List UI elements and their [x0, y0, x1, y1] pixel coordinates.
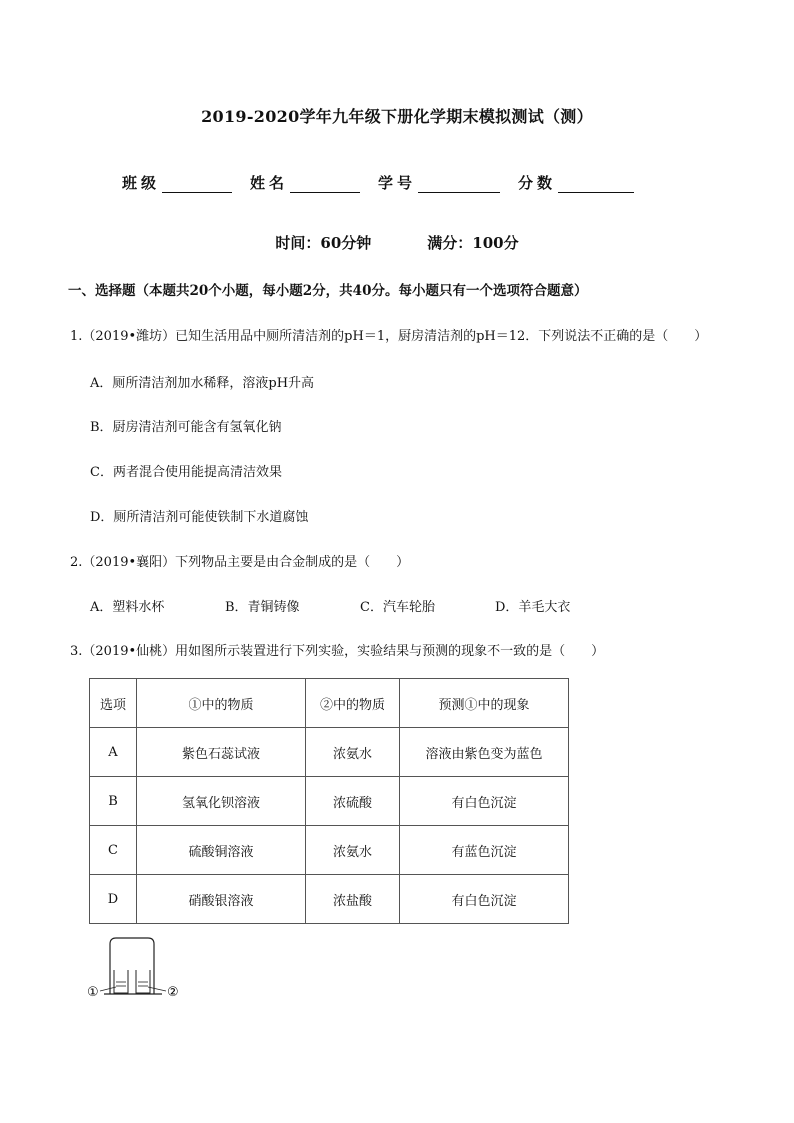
table-row: [90, 875, 569, 924]
table-cell: D: [90, 875, 137, 924]
table-cell: 溶液由紫色变为蓝色: [400, 728, 569, 777]
question-2-option-d[interactable]: D．羊毛大衣: [495, 600, 571, 615]
table-header-row: [90, 679, 569, 728]
apparatus-figure: [86, 934, 186, 1004]
class-label: 班级: [122, 174, 161, 192]
table-cell: 氢氧化钡溶液: [137, 777, 306, 826]
table-row: [90, 728, 569, 777]
table-cell: B: [90, 777, 137, 826]
score-label: 分数: [518, 174, 557, 192]
table-cell: 硫酸铜溶液: [137, 826, 306, 875]
name-blank[interactable]: [290, 176, 360, 193]
exam-time-row: [0, 232, 794, 253]
table-row: [90, 777, 569, 826]
score-blank[interactable]: [558, 176, 634, 193]
question-3-stem: 3.（2019•仙桃）用如图所示装置进行下列实验，实验结果与预测的现象不一致的是（ ）: [70, 644, 605, 659]
label-pointer-right: [148, 987, 166, 991]
question-1-option-d[interactable]: D．厕所清洁剂可能使铁制下水道腐蚀: [90, 510, 309, 525]
beaker-right: [136, 970, 150, 993]
question-2-option-a[interactable]: A．塑料水杯: [90, 600, 165, 615]
table-cell: A: [90, 728, 137, 777]
table-cell: 紫色石蕊试液: [137, 728, 306, 777]
table-cell: 浓氨水: [306, 826, 400, 875]
table-cell: 有蓝色沉淀: [400, 826, 569, 875]
name-label: 姓名: [250, 174, 289, 192]
student-id-label: 学号: [378, 174, 417, 192]
question-2-stem: 2.（2019•襄阳）下列物品主要是由合金制成的是（ ）: [70, 555, 410, 570]
full-score: 满分：100分: [427, 234, 519, 252]
page-title: 2019-2020学年九年级下册化学期末模拟测试（测）: [201, 107, 593, 126]
table-cell: 硝酸银溶液: [137, 875, 306, 924]
question-1-option-c[interactable]: C．两者混合使用能提高清洁效果: [90, 465, 282, 480]
question-2-option-b[interactable]: B．青铜铸像: [225, 600, 300, 615]
table-row: [90, 826, 569, 875]
table-header-cell: ①中的物质: [137, 679, 306, 728]
figure-label-right: ②: [167, 985, 179, 1000]
class-blank[interactable]: [162, 176, 232, 193]
question-1-option-b[interactable]: B．厨房清洁剂可能含有氢氧化钠: [90, 420, 282, 435]
student-info-row: [122, 172, 652, 193]
beaker-left: [114, 970, 128, 993]
table-cell: 有白色沉淀: [400, 875, 569, 924]
time-limit: 时间：60分钟: [275, 234, 372, 252]
figure-label-left: ①: [87, 985, 99, 1000]
table-cell: 浓氨水: [306, 728, 400, 777]
question-1-option-a[interactable]: A．厕所清洁剂加水稀释，溶液pH升高: [90, 376, 315, 391]
question-1-stem: 1.（2019•潍坊）已知生活用品中厕所清洁剂的pH＝1，厨房清洁剂的pH＝12．下列说法不正确的是（ ）: [70, 329, 708, 344]
table-cell: 浓盐酸: [306, 875, 400, 924]
section-heading: 一、选择题（本题共20个小题，每小题2分，共40分。每小题只有一个选项符合题意）: [68, 283, 588, 299]
table-cell: 有白色沉淀: [400, 777, 569, 826]
bell-jar-shape: [110, 938, 154, 994]
table-header-cell: ②中的物质: [306, 679, 400, 728]
bell-jar-beakers-diagram: [86, 934, 186, 1000]
question-3-table: [89, 678, 569, 924]
question-2-option-c[interactable]: C．汽车轮胎: [360, 600, 435, 615]
table-cell: 浓硫酸: [306, 777, 400, 826]
table-cell: C: [90, 826, 137, 875]
student-id-blank[interactable]: [418, 176, 500, 193]
table-header-cell: 选项: [90, 679, 137, 728]
question-2-options: [90, 596, 630, 615]
table-header-cell: 预测①中的现象: [400, 679, 569, 728]
